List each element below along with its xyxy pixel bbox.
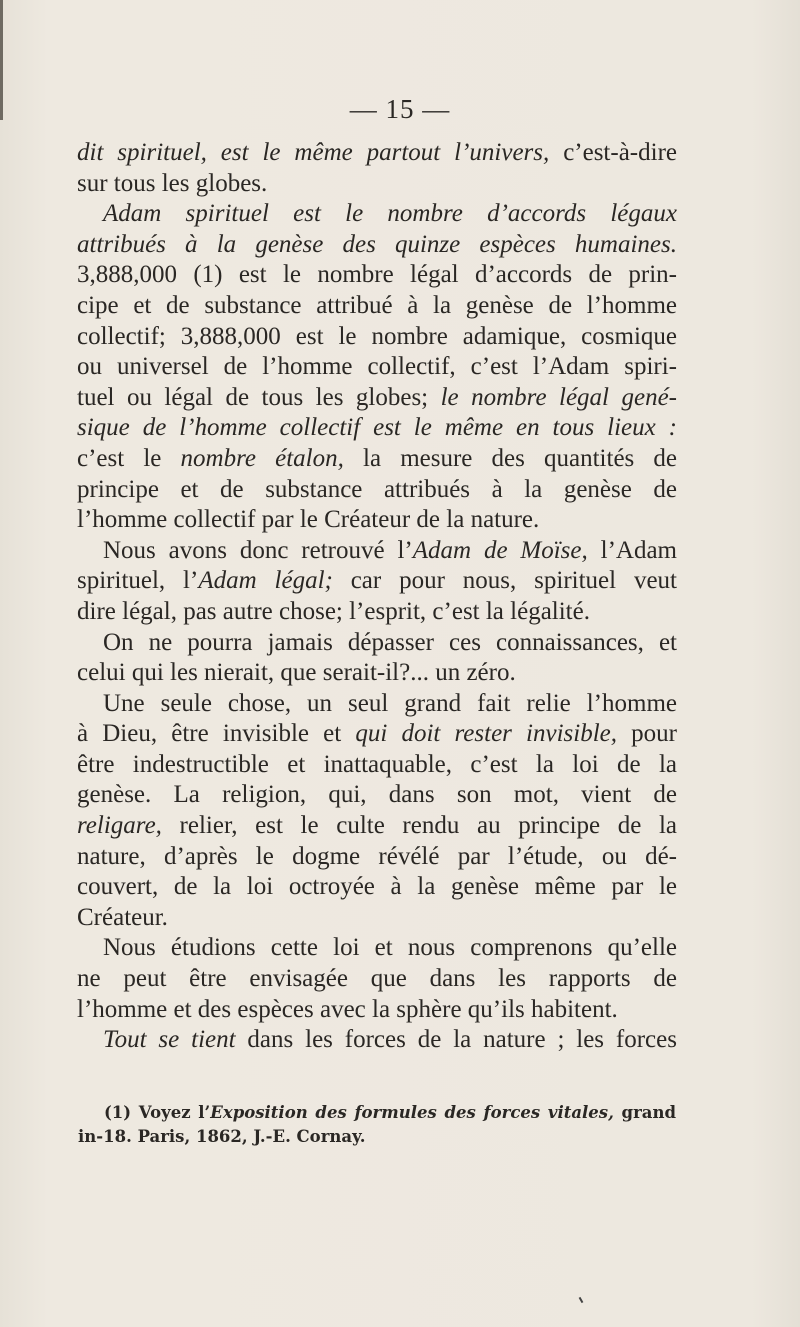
text-line bbox=[78, 1101, 676, 1125]
italic-text: attribués à la genèse des quinze espèces humaines. bbox=[77, 230, 677, 258]
text-line bbox=[77, 1025, 677, 1056]
text-line bbox=[77, 169, 677, 200]
italic-text: religare, bbox=[77, 812, 162, 840]
text-segment: l’homme et des espèces avec la sphère qu’ils habitent. bbox=[77, 995, 618, 1023]
text-segment: pour bbox=[617, 720, 677, 748]
text-segment: 3,888,000 (1) est le nombre légal d’accords de prin- bbox=[77, 261, 677, 289]
text-line bbox=[77, 780, 677, 811]
text-segment: sur tous les globes. bbox=[77, 169, 268, 197]
text-line bbox=[77, 138, 677, 169]
text-line bbox=[77, 444, 677, 475]
text-line bbox=[77, 842, 677, 873]
italic-text: qui doit rester invisible, bbox=[355, 720, 618, 748]
text-line bbox=[77, 933, 677, 964]
text-segment: Nous avons donc retrouvé l’ bbox=[103, 536, 413, 564]
page-number: — 15 — bbox=[349, 94, 451, 124]
text-line bbox=[77, 903, 677, 934]
text-line bbox=[77, 475, 677, 506]
ink-mark bbox=[579, 1297, 584, 1303]
text-line bbox=[77, 995, 677, 1026]
text-segment: relier, est le culte rendu au principe de la bbox=[161, 812, 677, 840]
text-line bbox=[77, 750, 677, 781]
text-line bbox=[77, 536, 677, 567]
text-segment: Une seule chose, un seul grand fait relie l’homme bbox=[103, 689, 677, 717]
text-line bbox=[77, 566, 677, 597]
text-line bbox=[77, 352, 677, 383]
italic-text: le nombre légal gené- bbox=[440, 383, 677, 411]
italic-text: sique de l’homme collectif est le même en tous lieux : bbox=[77, 414, 677, 442]
text-line bbox=[77, 260, 677, 291]
text-line bbox=[77, 230, 677, 261]
italic-text: Adam spirituel est le nombre d’accords légaux bbox=[103, 200, 677, 228]
text-segment: c’est-à-dire bbox=[549, 139, 677, 166]
text-segment: tuel ou légal de tous les globes; bbox=[77, 383, 441, 411]
text-line bbox=[77, 964, 677, 995]
text-segment: à Dieu, être invisible et bbox=[77, 720, 356, 748]
italic-text: Exposition des formules des forces vitales, bbox=[210, 1103, 614, 1122]
text-segment: genèse. La religion, qui, dans son mot, vient de bbox=[77, 781, 677, 809]
text-segment: cipe et de substance attribué à la genèse de l’homme bbox=[77, 291, 677, 319]
text-line bbox=[77, 383, 677, 414]
text-line bbox=[77, 322, 677, 353]
text-segment: être indestructible et inattaquable, c’est la loi de la bbox=[77, 750, 677, 778]
text-line bbox=[77, 719, 677, 750]
text-segment: dans les forces de la nature ; les forces bbox=[235, 1026, 677, 1054]
text-segment: car pour nous, spirituel veut bbox=[332, 567, 677, 595]
text-line bbox=[77, 413, 677, 444]
text-segment: collectif; 3,888,000 est le nombre adamique, cosmique bbox=[77, 322, 677, 350]
italic-text: nombre étalon, bbox=[180, 444, 344, 472]
text-line bbox=[77, 658, 677, 689]
text-segment: c’est le bbox=[77, 444, 181, 472]
text-segment: nature, d’après le dogme révélé par l’étude, ou dé- bbox=[77, 842, 677, 870]
text-segment: grand bbox=[613, 1103, 677, 1122]
text-line bbox=[77, 505, 677, 536]
text-line bbox=[77, 689, 677, 720]
text-segment: (1) Voyez l’ bbox=[104, 1103, 211, 1122]
text-segment: la mesure des quantités de bbox=[343, 444, 678, 472]
text-line bbox=[77, 811, 677, 842]
text-segment: celui qui les nierait, que serait-il?... un zéro. bbox=[77, 659, 516, 687]
text-segment: Créateur. bbox=[77, 903, 168, 931]
footnote bbox=[78, 1101, 676, 1149]
body-text bbox=[77, 138, 677, 1056]
text-segment: ou universel de l’homme collectif, c’est l’Adam spiri- bbox=[77, 353, 677, 381]
text-segment: l’homme collectif par le Créateur de la nature. bbox=[77, 506, 540, 534]
italic-text: Tout se tient bbox=[103, 1026, 236, 1054]
text-segment: Nous étudions cette loi et nous comprenons qu’elle bbox=[103, 934, 677, 962]
italic-text: Adam de Moïse, bbox=[412, 536, 588, 564]
text-line bbox=[78, 1125, 676, 1149]
text-line bbox=[77, 291, 677, 322]
text-segment: spirituel, l’ bbox=[77, 567, 199, 595]
text-segment: On ne pourra jamais dépasser ces connaissances, et bbox=[103, 628, 677, 656]
text-line bbox=[77, 628, 677, 659]
text-segment: dire légal, pas autre chose; l’esprit, c’est la légalité. bbox=[77, 597, 590, 625]
text-line bbox=[77, 597, 677, 628]
text-segment: ne peut être envisagée que dans les rapports de bbox=[77, 965, 677, 993]
italic-text: Adam légal; bbox=[198, 567, 333, 595]
text-segment: in-18. Paris, 1862, J.-E. Cornay. bbox=[78, 1127, 366, 1146]
text-line bbox=[77, 199, 677, 230]
text-segment: principe et de substance attribués à la genèse de bbox=[77, 475, 677, 503]
italic-text: dit spirituel, est le même partout l’univers, bbox=[77, 139, 550, 166]
text-segment: l’Adam bbox=[587, 536, 678, 564]
text-segment: couvert, de la loi octroyée à la genèse même par le bbox=[77, 873, 677, 901]
text-line bbox=[77, 872, 677, 903]
